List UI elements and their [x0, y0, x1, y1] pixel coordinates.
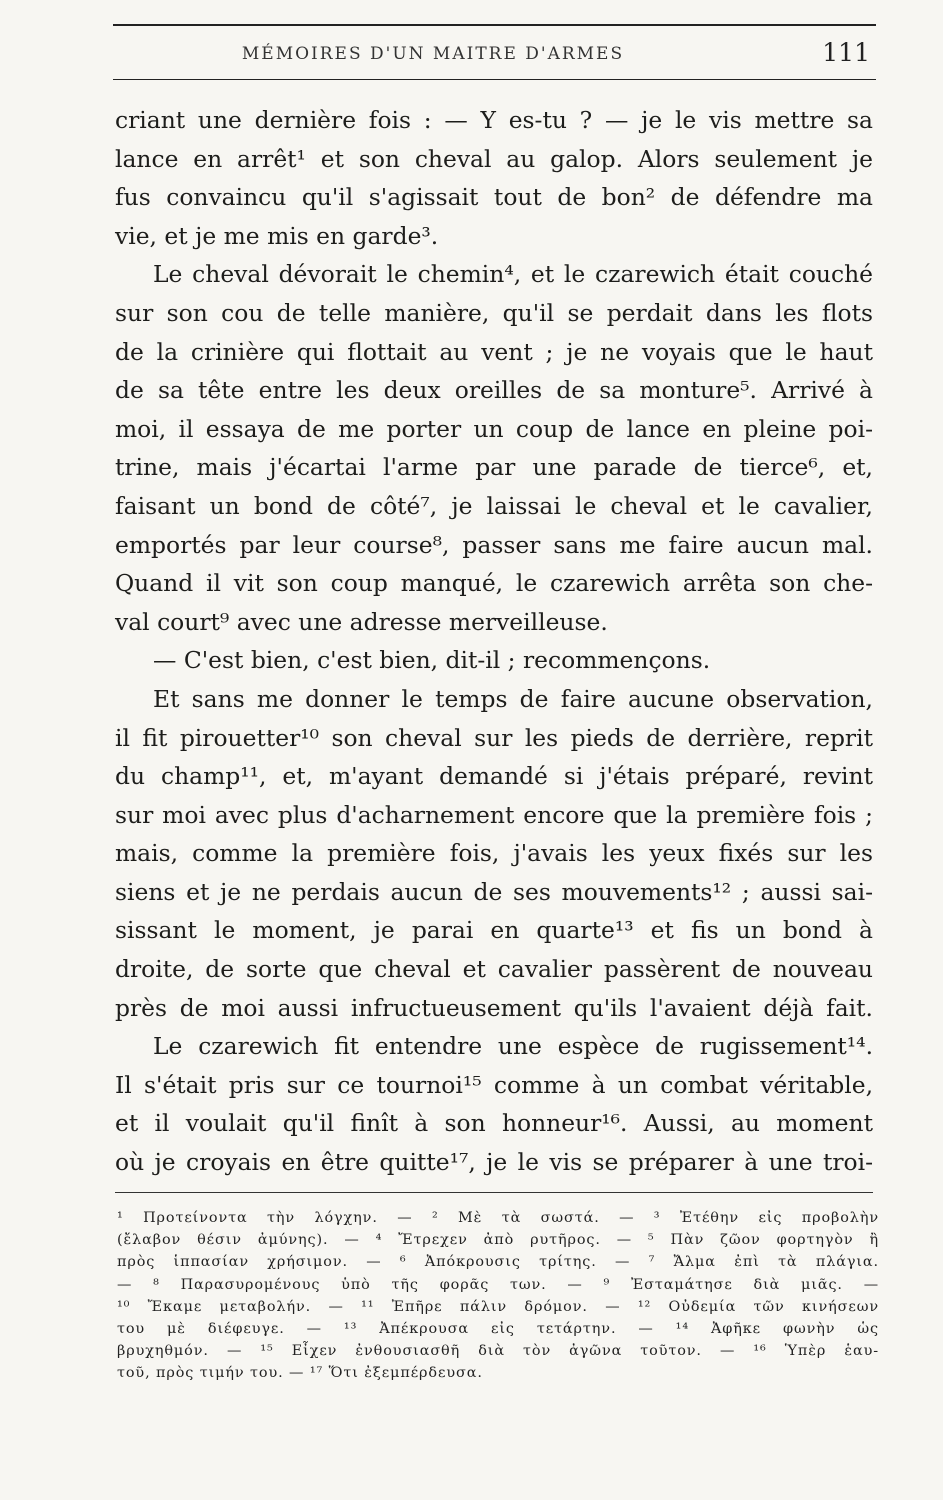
footnotes [117, 1207, 879, 1385]
text-line: faisant un bond de côté⁷, je laissai le cheval et le cavalier, [115, 491, 873, 520]
text-line: sissant le moment, je parai en quarte¹³ et fis un bond à [115, 916, 873, 945]
text-line: moi, il essaya de me porter un coup de lance en pleine poi- [115, 414, 873, 443]
text-line: criant une dernière fois : — Y es-tu ? — je le vis mettre sa [115, 106, 873, 134]
footnote-line: πρὸς ἱππασίαν χρήσιμον. — ⁶ Ἀπόκρουσις τρίτης. — ⁷ Ἄλμα ἐπὶ τὰ πλάγια. [117, 1254, 879, 1271]
text-line: Le czarewich fit entendre une espèce de rugissement¹⁴. [153, 1032, 873, 1061]
text-line: emportés par leur course⁸, passer sans me faire aucun mal. [115, 530, 873, 559]
text-line: Et sans me donner le temps de faire aucune observation, [153, 684, 873, 713]
header-rule [113, 79, 876, 80]
text-line: val court⁹ avec une adresse merveilleuse. [115, 607, 608, 636]
footnote-rule [115, 1192, 873, 1193]
text-line: vie, et je me mis en garde³. [115, 221, 439, 250]
footnote-line: ¹ Προτείνοντα τὴν λόγχην. — ² Μὲ τὰ σωστά. — ³ Ἐτέθην εἰς προβολὴν [117, 1210, 879, 1226]
top-rule [113, 24, 876, 26]
text-line: et il voulait qu'il finît à son honneur¹⁶. Aussi, au moment [115, 1109, 873, 1138]
text-line: sur moi avec plus d'acharnement encore que la première fois ; [115, 800, 873, 829]
footnote-line: τοῦ, πρὸς τιμήν του. — ¹⁷ Ὅτι ἐξεμπέρδευσα. [117, 1365, 483, 1382]
text-line: Quand il vit son coup manqué, le czarewich arrêta son che- [115, 569, 873, 598]
text-line: fus convaincu qu'il s'agissait tout de bon² de défendre ma [115, 183, 873, 212]
text-line: Il s'était pris sur ce tournoi¹⁵ comme à un combat véritable, [115, 1070, 873, 1099]
text-line: — C'est bien, c'est bien, dit-il ; recommençons. [153, 646, 711, 675]
text-line: il fit pirouetter¹⁰ son cheval sur les pieds de derrière, reprit [115, 723, 873, 752]
text-line: près de moi aussi infructueusement qu'ils l'avaient déjà fait. [115, 993, 873, 1022]
text-line: lance en arrêt¹ et son cheval au galop. Alors seulement je [115, 144, 873, 173]
text-line: droite, de sorte que cheval et cavalier passèrent de nouveau [115, 955, 873, 984]
footnote-line: — ⁸ Παρασυρομένους ὑπὸ τῆς φορᾶς των. — ⁹ Ἐσταμάτησε διὰ μιᾶς. — [117, 1276, 879, 1293]
text-line: Le cheval dévorait le chemin⁴, et le czarewich était couché [153, 260, 873, 289]
text-line: de la crinière qui flottait au vent ; je ne voyais que le haut [115, 337, 873, 366]
footnote-line: του μὲ διέφευγε. — ¹³ Ἀπέκρουσα εἰς τετάρτην. — ¹⁴ Ἀφῆκε φωνὴν ὡς [117, 1320, 879, 1337]
text-line: sur son cou de telle manière, qu'il se perdait dans les flots [115, 298, 873, 327]
text-line: trine, mais j'écartai l'arme par une parade de tierce⁶, et, [115, 453, 873, 482]
text-line: de sa tête entre les deux oreilles de sa monture⁵. Arrivé à [115, 376, 873, 405]
page-number: 111 [822, 38, 870, 67]
text-line: mais, comme la première fois, j'avais les yeux fixés sur les [115, 839, 873, 868]
footnote-line: ¹⁰ Ἔκαμε μεταβολήν. — ¹¹ Ἐπῆρε πάλιν δρόμον. — ¹² Οὐδεμία τῶν κινήσεων [117, 1298, 879, 1315]
footnote-line: βρυχηθμόν. — ¹⁵ Εἶχεν ἐνθουσιασθῆ διὰ τὸν ἀγῶνα τοῦτον. — ¹⁶ Ὑπὲρ ἑαυ- [117, 1343, 879, 1360]
page-header [113, 38, 876, 72]
text-line: du champ¹¹, et, m'ayant demandé si j'étais préparé, revint [115, 762, 873, 791]
running-head: MÉMOIRES D'UN MAITRE D'ARMES [241, 44, 625, 64]
footnote-line: (ἔλαβον θέσιν ἀμύνης). — ⁴ Ἔτρεχεν ἀπὸ ρυτῆρος. — ⁵ Πὰν ζῶον φορτηγὸν ἢ [117, 1232, 879, 1249]
text-line: où je croyais en être quitte¹⁷, je le vis se préparer à une troi- [115, 1148, 873, 1177]
text-line: siens et je ne perdais aucun de ses mouvements¹² ; aussi sai- [115, 877, 873, 906]
main-text [115, 101, 873, 1182]
